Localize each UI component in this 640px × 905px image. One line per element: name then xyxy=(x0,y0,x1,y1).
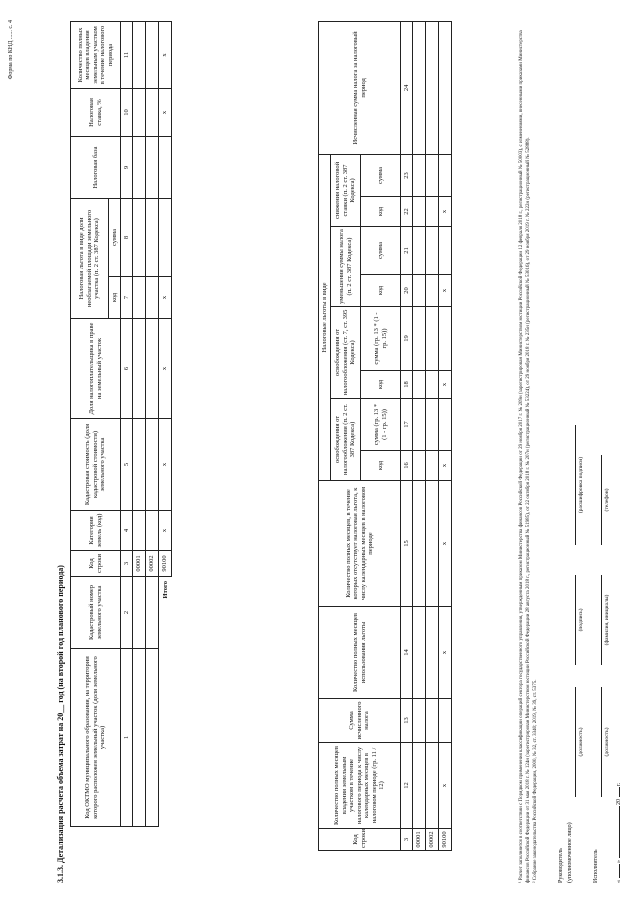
table-row xyxy=(426,21,439,850)
head-label: Руководитель xyxy=(558,848,564,883)
total-row xyxy=(159,22,172,827)
date-suffix: г. xyxy=(616,782,622,786)
num-cell: 9 xyxy=(121,137,133,199)
col-code: Код строки xyxy=(319,829,401,851)
x-mark: x xyxy=(159,319,172,419)
sub-code: код xyxy=(361,371,401,399)
num-cell: 3 xyxy=(401,829,413,851)
sub-sum: сумма xyxy=(109,199,121,277)
col-cadastral-value: Кадастровая стоимость (доля кадастровой стоимости) земельного участка xyxy=(71,419,121,511)
col-cadastral: Кадастровый номер земельного участка xyxy=(71,577,121,649)
col-months-benefit: Количество полных месяцев использования льготы xyxy=(319,607,401,699)
num-cell: 15 xyxy=(401,481,413,607)
x-mark: x xyxy=(439,197,452,227)
sub-sum-formula: сумма (гр. 13 * (1 - гр. 15)) xyxy=(361,399,401,451)
footnote-1: ¹ Расчет заполняется в соответствии с Порядком применения классификации операций сектора государственного управления, утвержденным приказом Министерства финансов Российской Федерации от 29 ноября 2017 г. № 209н (зарегистрирован Министерством юстиции Российской Федерации 12 февраля 2018 г., регистрационный № 50003), с изменениями, внесенными приказами Министерства финансов Российской Федерации от 31 мая 2018 г. № 124н (зарегистрирован Министерством юстиции Российской Федерации 28 августа 2018 г., регистрационный № 51985), от 22 октября 2018 г. № 207н (регистрационный № 53224), от 29 ноября 2018 г. № 235н (регистрационный № 53016), от 29 ноября 2019 г. № 222н (регистрационный № 52888). xyxy=(519,30,531,883)
total-row xyxy=(439,21,452,850)
col-benefit-coef: Количество полных месяцев, в течение которых отсутствует налоговая льгота, к числу календарных месяцев в налоговом периоде xyxy=(319,481,401,607)
x-mark: x xyxy=(439,481,452,607)
col-benefit-4: снижения налоговой ставки (п. 2 ст. 387 Кодекса) xyxy=(331,154,361,226)
x-mark: x xyxy=(439,275,452,307)
line-position-exec xyxy=(601,687,602,797)
col-benefit-3: уменьшения суммы налога (п. 2 ст. 387 Кодекса) xyxy=(331,227,361,307)
line-name-exec xyxy=(601,575,602,665)
date-year: 20 xyxy=(616,799,622,805)
col-months-coef: Количество полных месяцев владения земельным участком в течение налогового периода к числу календарных месяцев в налоговом периоде (гр. 11 / 12) xyxy=(319,743,401,829)
num-cell: 20 xyxy=(401,275,413,307)
sub-code: код xyxy=(361,275,401,307)
form-note: Форма по КНД ...... с. 4 xyxy=(8,20,14,80)
col-share: Доля налогоплательщика в праве на земельный участок xyxy=(71,319,121,419)
col-tax-rate: Налоговая ставка, % xyxy=(71,89,121,137)
tax-calculation-table-1 xyxy=(70,21,172,827)
col-benefit-2: освобождения от налогообложения (ст. 7, ст. 395 Кодекса) xyxy=(331,307,361,399)
sub-code: код xyxy=(109,277,121,319)
col-tax-base: Налоговая база xyxy=(71,137,121,199)
caption-signature: (подпись) xyxy=(578,608,584,632)
line-phone xyxy=(601,455,602,545)
col-benefits-group: Налоговые льготы в виде xyxy=(319,154,331,480)
line-signature xyxy=(575,575,576,665)
footnote-2: ² Собрание законодательства Российской Федерации, 2000, № 32, ст. 3340; 2019, № 39, ст. 5375. xyxy=(532,679,538,883)
num-cell: 4 xyxy=(121,511,133,551)
num-cell: 17 xyxy=(401,399,413,451)
num-cell: 6 xyxy=(121,319,133,419)
num-cell: 1 xyxy=(121,649,133,827)
tax-calculation-table-2 xyxy=(318,21,452,851)
col-row-code: Код строки xyxy=(71,551,121,577)
total-label: Итого xyxy=(159,577,172,827)
line-name xyxy=(575,425,576,545)
col-months: Количество полных месяцев владения земельным участком в течение налогового периода xyxy=(71,22,121,89)
x-mark: x xyxy=(439,451,452,481)
num-cell: 21 xyxy=(401,227,413,275)
x-mark: x xyxy=(439,607,452,699)
col-oktmo: Код ОКТМО муниципального образования, на территории которого расположен земельный участок (доля земельного участка) xyxy=(71,649,121,827)
caption-phone: (телефон) xyxy=(604,488,610,512)
num-cell: 2 xyxy=(121,577,133,649)
num-cell: 16 xyxy=(401,451,413,481)
line-position xyxy=(575,687,576,797)
sub-sum: сумма xyxy=(361,154,401,196)
row-code: 00002 xyxy=(146,551,159,577)
num-cell: 23 xyxy=(401,154,413,196)
col-result: Исчисленная сумма налога за налоговый период xyxy=(319,21,401,154)
num-cell: 22 xyxy=(401,197,413,227)
executor-label: Исполнитель xyxy=(593,849,599,883)
num-cell: 19 xyxy=(401,307,413,371)
num-cell: 12 xyxy=(401,743,413,829)
sub-sum-formula: сумма (гр. 13 * (1 - гр. 15)) xyxy=(361,307,401,371)
date-close-quote: » xyxy=(616,860,622,863)
col-benefit-1: освобождения от налогообложения (п. 2 ст. 387 Кодекса) xyxy=(331,399,361,481)
num-cell: 10 xyxy=(121,89,133,137)
col-benefit-area: Налоговая льгота в виде доли необлагаемой площади земельного участка (п. 2 ст. 387 Кодекса) xyxy=(71,199,109,319)
sub-code: код xyxy=(361,451,401,481)
num-cell: 13 xyxy=(401,699,413,743)
row-code: 00001 xyxy=(413,829,426,851)
x-mark: x xyxy=(159,277,172,319)
caption-initials: (фамилия, инициалы) xyxy=(604,594,610,646)
num-cell: 3 xyxy=(121,551,133,577)
num-cell: 18 xyxy=(401,371,413,399)
date-line xyxy=(616,783,623,883)
date-open-quote: « xyxy=(616,880,622,883)
caption-position: (должность) xyxy=(578,727,584,757)
row-code: 00002 xyxy=(426,829,439,851)
col-tax-sum: Сумма исчисленного налога xyxy=(319,699,401,743)
num-cell: 5 xyxy=(121,419,133,511)
num-cell: 11 xyxy=(121,22,133,89)
table-row xyxy=(133,22,146,827)
caption-position-exec: (должность) xyxy=(604,727,610,757)
total-code: 90100 xyxy=(439,829,452,851)
num-cell: 14 xyxy=(401,607,413,699)
x-mark: x xyxy=(439,743,452,829)
total-code: 90100 xyxy=(159,551,172,577)
x-mark: x xyxy=(439,371,452,399)
num-cell: 7 xyxy=(121,277,133,319)
row-code: 00001 xyxy=(133,551,146,577)
caption-name: (расшифровка подписи) xyxy=(578,456,584,514)
col-category: Категория земель (код) xyxy=(71,511,121,551)
x-mark: x xyxy=(159,511,172,551)
num-cell: 8 xyxy=(121,199,133,277)
sub-code: код xyxy=(361,197,401,227)
x-mark: x xyxy=(159,419,172,511)
num-cell: 24 xyxy=(401,21,413,154)
sub-sum: сумма xyxy=(361,227,401,275)
table-row xyxy=(413,21,426,850)
table-row xyxy=(146,22,159,827)
x-mark: x xyxy=(159,22,172,89)
section-title: 3.1.3. Детализация расчета объема затрат на 20__ год (на второй год планового периода) xyxy=(56,565,65,883)
x-mark: x xyxy=(159,89,172,137)
head-sub: (уполномоченное лицо) xyxy=(567,822,573,883)
footnotes xyxy=(519,23,539,883)
